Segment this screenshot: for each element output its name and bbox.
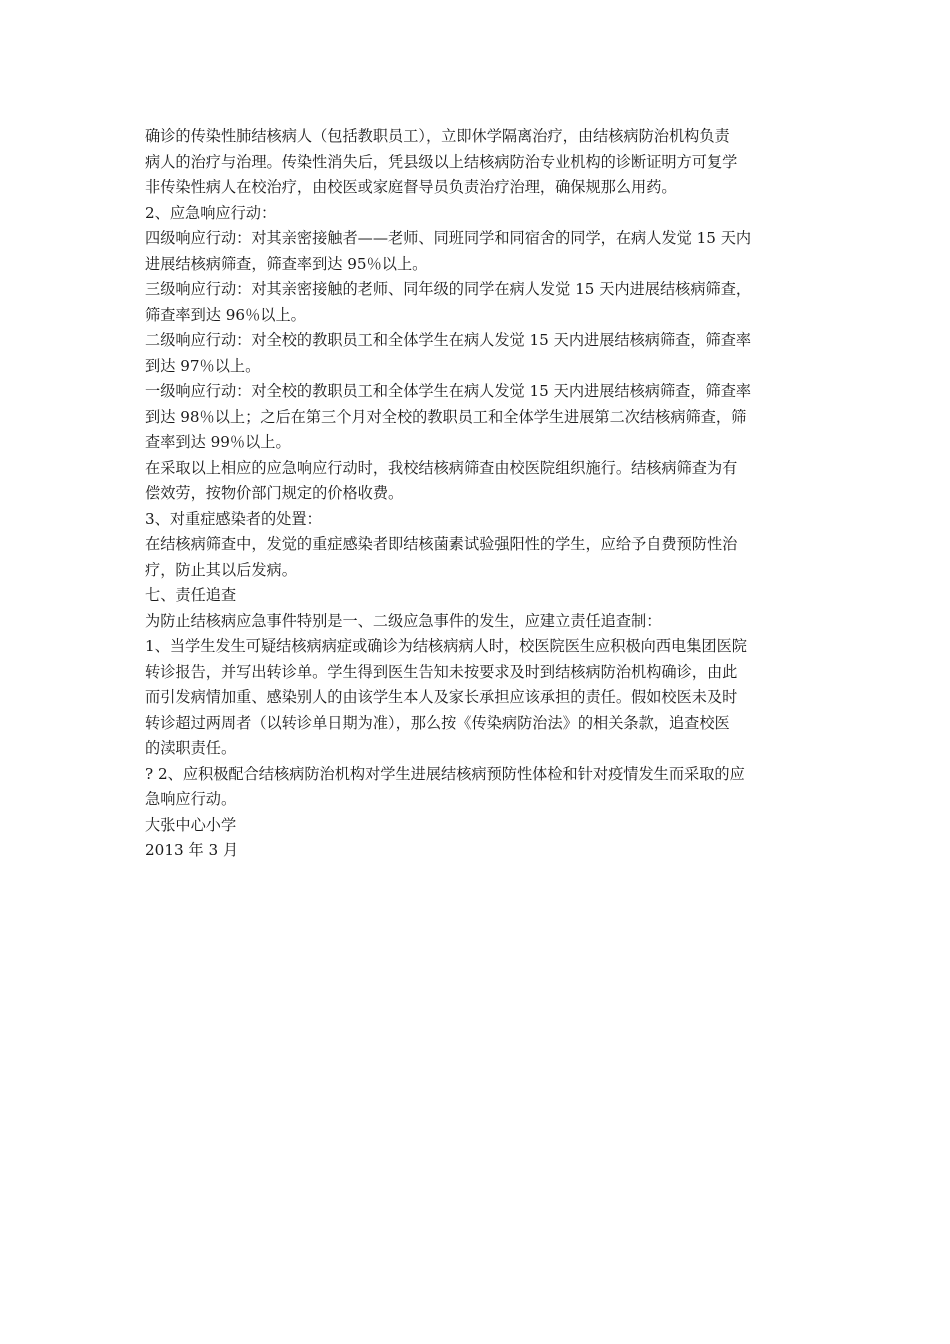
text-line: 到达 97％以上。 (145, 356, 261, 375)
text-line: 查率到达 99％以上。 (145, 433, 291, 451)
text-line: ? 2、应积极配合结核病防治机构对学生进展结核病预防性体检和针对疫情发生而采取的应 (145, 764, 745, 783)
text-line: 三级响应行动：对其亲密接触的老师、同年级的同学在病人发觉 15 天内进展结核病筛查， (145, 280, 752, 298)
signature-date: 2013 年 3 月 (145, 841, 239, 859)
section-heading: 3、对重症感染者的处置： (145, 509, 322, 528)
signature-org: 大张中心小学 (145, 815, 237, 834)
text-line: 偿效劳，按物价部门规定的价格收费。 (145, 484, 404, 502)
document-body (145, 124, 809, 864)
text-line: 转诊报告，并写出转诊单。学生得到医生告知未按要求及时到结核病防治机构确诊，由此 (145, 662, 738, 681)
text-line: 在结核病筛查中，发觉的重症感染者即结核菌素试验强阳性的学生，应给予自费预防性治 (145, 535, 738, 553)
text-line: 急响应行动。 (145, 790, 237, 808)
section-heading: 2、应急响应行动： (145, 203, 277, 222)
text-line: 进展结核病筛查，筛查率到达 95％以上。 (145, 254, 428, 273)
text-line: 非传染性病人在校治疗，由校医或家庭督导员负责治疗治理，确保规那么用药。 (145, 178, 677, 196)
section-heading: 七、责任追查 (145, 586, 237, 604)
text-line: 到达 98％以上；之后在第三个月对全校的教职员工和全体学生进展第二次结核病筛查，筛 (145, 407, 747, 426)
text-line: 病人的治疗与治理。传染性消失后，凭县级以上结核病防治专业机构的诊断证明方可复学 (145, 152, 738, 171)
text-line: 而引发病情加重、感染别人的由该学生本人及家长承担应该承担的责任。假如校医未及时 (145, 688, 738, 706)
text-line: 确诊的传染性肺结核病人（包括教职员工），立即休学隔离治疗，由结核病防治机构负责 (145, 127, 730, 145)
text-line: 在采取以上相应的应急响应行动时，我校结核病筛查由校医院组织施行。结核病筛查为有 (145, 458, 738, 477)
text-line: 的渎职责任。 (145, 739, 237, 757)
text-line: 1、当学生发生可疑结核病病症或确诊为结核病病人时，校医院医生应积极向西电集团医院 (145, 637, 747, 655)
text-line: 筛查率到达 96％以上。 (145, 305, 306, 324)
text-line: 四级响应行动：对其亲密接触者——老师、同班同学和同宿舍的同学，在病人发觉 15 天内 (145, 229, 752, 247)
text-line: 疗，防止其以后发病。 (145, 560, 297, 579)
text-line: 一级响应行动：对全校的教职员工和全体学生在病人发觉 15 天内进展结核病筛查，筛查率 (145, 382, 752, 400)
text-line: 二级响应行动：对全校的教职员工和全体学生在病人发觉 15 天内进展结核病筛查，筛查率 (145, 331, 752, 349)
text-line: 为防止结核病应急事件特别是一、二级应急事件的发生，应建立责任追查制： (145, 611, 662, 630)
text-line: 转诊超过两周者（以转诊单日期为准），那么按《传染病防治法》的相关条款，追查校医 (145, 713, 730, 732)
